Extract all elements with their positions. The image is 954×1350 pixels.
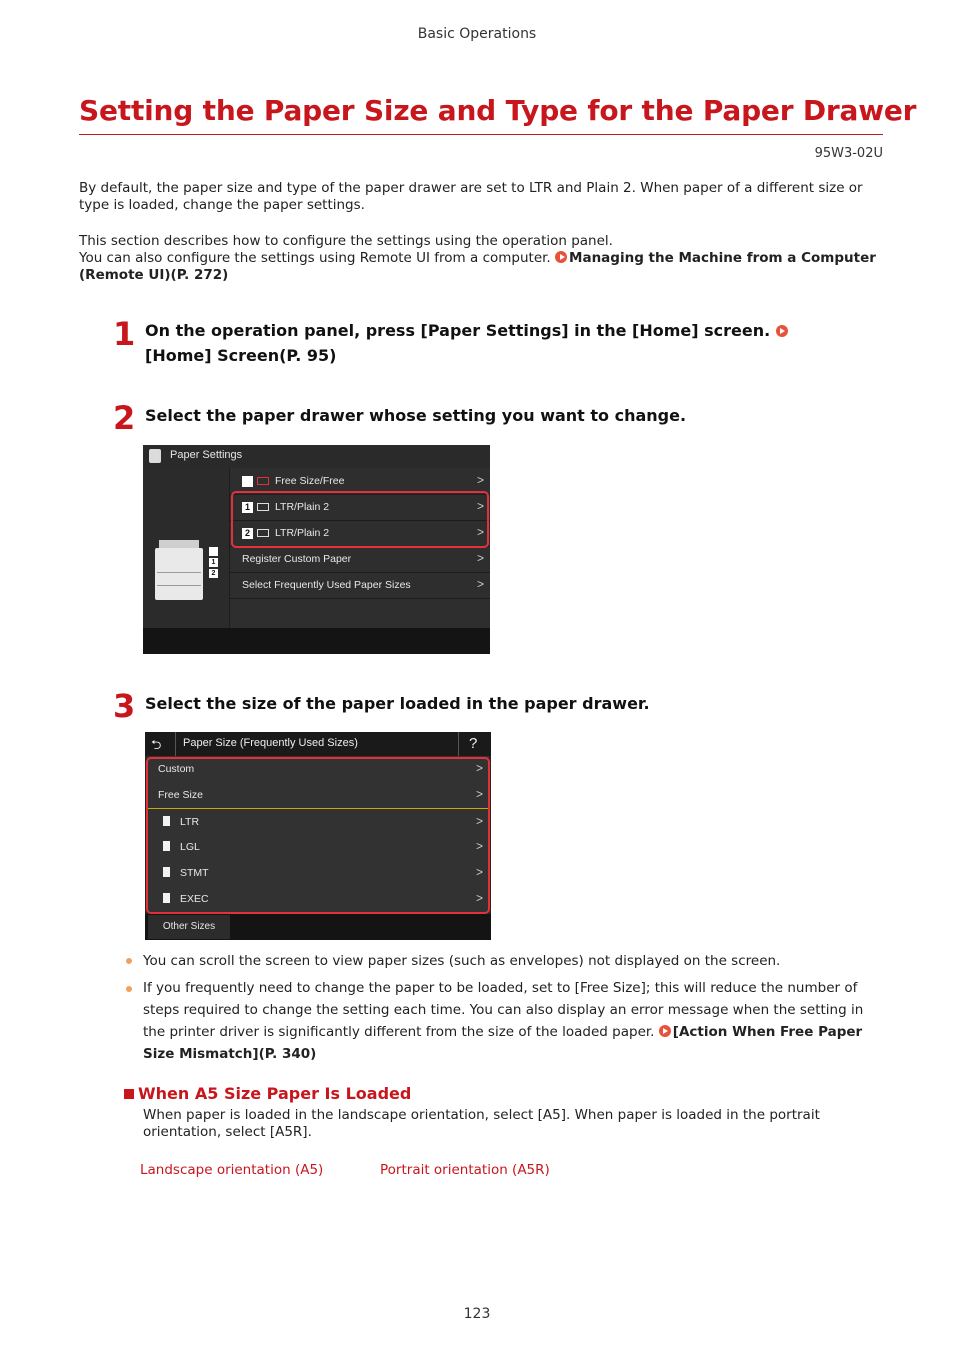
tray-icon	[242, 476, 253, 487]
back-icon[interactable]: ⮌	[151, 737, 162, 752]
remote-ui-link[interactable]: Managing the Machine from a Computer (Remote UI)(P. 272)	[79, 250, 876, 283]
tab-portrait[interactable]: Portrait orientation (A5R)	[380, 1162, 550, 1178]
drawer-tag-2: 2	[209, 569, 218, 578]
highlight-box	[231, 491, 489, 548]
bullet-item-scroll: You can scroll the screen to view paper sizes (such as envelopes) not displayed on the screen.	[143, 953, 781, 969]
drawer-line	[157, 572, 201, 573]
chevron-right-icon: >	[476, 577, 484, 591]
title-divider	[79, 134, 883, 135]
paper-size-screenshot	[145, 732, 491, 940]
list-item-label: Select Frequently Used Paper Sizes	[242, 579, 411, 591]
link-arrow-icon	[659, 1025, 671, 1037]
step-1-text	[145, 318, 845, 368]
drawer-number-badge: 2	[242, 528, 253, 539]
chevron-right-icon: >	[475, 761, 483, 775]
chevron-right-icon: >	[476, 525, 484, 539]
intro-line: This section describes how to configure the settings using the operation panel.	[79, 233, 613, 249]
document-id: 95W3-02U	[814, 146, 883, 161]
step-3-text: Select the size of the paper loaded in the paper drawer.	[145, 694, 650, 713]
other-sizes-button[interactable]: Other Sizes	[148, 915, 230, 939]
screen-title-bar	[143, 445, 490, 468]
heading-square-icon	[124, 1089, 134, 1099]
list-item-label: Custom	[158, 763, 195, 775]
list-item-label: LTR	[180, 816, 200, 828]
chevron-right-icon: >	[476, 499, 484, 513]
chevron-right-icon: >	[475, 787, 483, 801]
help-icon[interactable]: ?	[469, 735, 478, 752]
divider	[458, 732, 459, 756]
drawer-tag-1: 1	[209, 558, 218, 567]
chevron-right-icon: >	[475, 814, 483, 828]
free-size-mismatch-link[interactable]: [Action When Free Paper Size Mismatch](P. 340)	[143, 1024, 863, 1062]
step-number-2: 2	[113, 399, 136, 437]
list-item-register-custom[interactable]	[230, 546, 490, 573]
intro-paragraph: By default, the paper size and type of the paper drawer are set to LTR and Plain 2. When paper of a different size or type is loaded, change the paper settings.	[79, 180, 863, 213]
bullet-icon	[126, 958, 132, 964]
running-header: Basic Operations	[417, 26, 537, 42]
list-item-label: LGL	[180, 841, 200, 853]
list-item-frequent-sizes[interactable]	[230, 572, 490, 599]
chevron-right-icon: >	[475, 865, 483, 879]
link-arrow-icon	[776, 325, 788, 337]
chevron-right-icon: >	[476, 473, 484, 487]
list-item-label: EXEC	[180, 893, 209, 905]
step-number-3: 3	[113, 687, 136, 725]
chevron-right-icon: >	[475, 891, 483, 905]
step-number-1: 1	[113, 315, 136, 353]
drawer-line	[157, 585, 201, 586]
bullet-item-free-size	[143, 977, 883, 1065]
tab-landscape[interactable]: Landscape orientation (A5)	[140, 1162, 324, 1178]
step-1-instruction: On the operation panel, press [Paper Settings] in the [Home] screen.	[145, 321, 771, 340]
link-arrow-icon	[555, 251, 567, 263]
screen-title-bar	[145, 732, 491, 756]
list-item-label: STMT	[180, 867, 209, 879]
list-item-label: Register Custom Paper	[242, 553, 352, 565]
page-title: Setting the Paper Size and Type for the Paper Drawer	[79, 94, 917, 127]
highlight-box	[146, 757, 490, 914]
bullet-text: If you frequently need to change the paper to be loaded, set to [Free Size]; this will reduce the number of steps required to change the setting each time. You can also display an error message when the setting in the printer driver is significantly different from the size of the loaded paper.	[143, 980, 864, 1040]
screen-bottom-bar	[143, 628, 490, 654]
home-screen-link[interactable]: [Home] Screen(P. 95)	[145, 346, 337, 365]
paper-settings-icon	[149, 449, 161, 463]
intro-line-with-link	[79, 250, 883, 284]
chevron-right-icon: >	[475, 839, 483, 853]
step-2-text: Select the paper drawer whose setting you want to change.	[145, 406, 687, 425]
tray-tag-icon	[209, 547, 218, 556]
drawer-number-badge: 1	[242, 502, 253, 513]
section-heading-text: When A5 Size Paper Is Loaded	[138, 1084, 412, 1103]
divider	[175, 732, 176, 756]
page-number: 123	[463, 1306, 491, 1322]
a5-description: When paper is loaded in the landscape orientation, select [A5]. When paper is loaded in the portrait orientation, select [A5R].	[143, 1107, 820, 1140]
printer-icon	[155, 548, 203, 600]
list-item-label: LTR/Plain 2	[275, 501, 330, 513]
screen-title: Paper Size (Frequently Used Sizes)	[183, 737, 358, 749]
chevron-right-icon: >	[476, 551, 484, 565]
section-heading	[124, 1084, 411, 1103]
screen-title: Paper Settings	[170, 449, 243, 461]
intro-line-text: You can also configure the settings using Remote UI from a computer.	[79, 250, 551, 266]
list-item-label: LTR/Plain 2	[275, 527, 330, 539]
list-item-label: Free Size/Free	[275, 475, 345, 487]
bullet-icon	[126, 986, 132, 992]
list-item-label: Free Size	[158, 789, 203, 801]
paper-icon	[257, 477, 269, 485]
paper-settings-screenshot	[143, 445, 490, 654]
printer-panel	[143, 468, 229, 628]
intro-paragraph-2	[79, 233, 883, 284]
